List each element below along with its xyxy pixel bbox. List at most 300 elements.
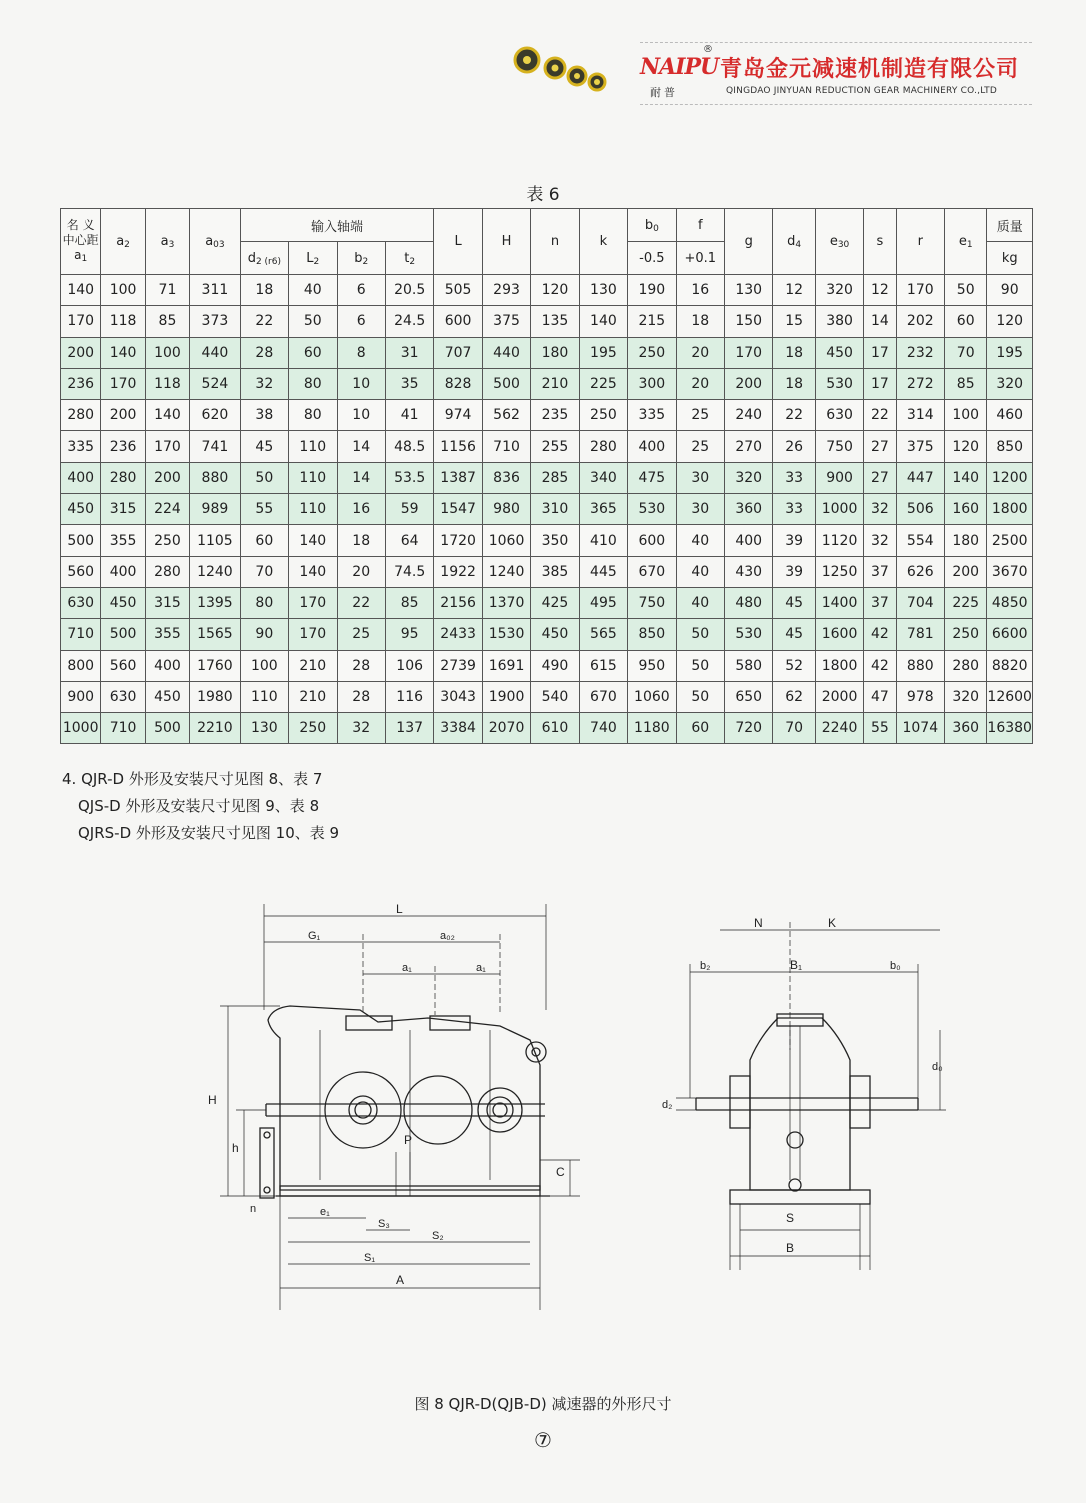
table-cell: 554 bbox=[896, 525, 944, 556]
table-row bbox=[61, 431, 1033, 462]
side-view bbox=[662, 916, 946, 1270]
table-cell: 235 bbox=[531, 400, 579, 431]
table-cell: 18 bbox=[773, 337, 815, 368]
dim-K: K bbox=[828, 916, 837, 930]
brand-cn: 耐普 bbox=[650, 86, 678, 99]
table-cell: 95 bbox=[385, 619, 433, 650]
table-cell: 225 bbox=[579, 368, 627, 399]
brand-logo: NAIPU bbox=[640, 54, 719, 80]
table-cell: 85 bbox=[385, 587, 433, 618]
table-cell: 50 bbox=[676, 619, 724, 650]
dim-B: B bbox=[786, 1241, 795, 1255]
table-cell: 33 bbox=[773, 462, 815, 493]
table-cell: 41 bbox=[385, 400, 433, 431]
table-cell: 50 bbox=[676, 681, 724, 712]
table-cell: 506 bbox=[896, 494, 944, 525]
col-group-input-shaft: 输入轴端 bbox=[240, 209, 434, 242]
table-cell: 8 bbox=[337, 337, 385, 368]
table-cell: 170 bbox=[289, 587, 337, 618]
table-cell: 710 bbox=[101, 713, 145, 744]
table-cell: 373 bbox=[190, 306, 240, 337]
table-cell: 1074 bbox=[896, 713, 944, 744]
table-cell: 600 bbox=[628, 525, 676, 556]
table-row bbox=[61, 713, 1033, 744]
table-cell: 22 bbox=[240, 306, 288, 337]
table-cell: 20 bbox=[676, 368, 724, 399]
table-cell: 400 bbox=[101, 556, 145, 587]
table-cell: 20 bbox=[337, 556, 385, 587]
table-cell: 210 bbox=[289, 650, 337, 681]
table-cell: 236 bbox=[61, 368, 101, 399]
table-row bbox=[61, 587, 1033, 618]
col-b0-tol: -0.5 bbox=[628, 242, 676, 275]
table-cell: 2433 bbox=[434, 619, 482, 650]
table-cell: 50 bbox=[240, 462, 288, 493]
table-cell: 40 bbox=[676, 556, 724, 587]
table-cell: 250 bbox=[145, 525, 189, 556]
table-cell: 200 bbox=[145, 462, 189, 493]
table-cell: 978 bbox=[896, 681, 944, 712]
table-cell: 2210 bbox=[190, 713, 240, 744]
table-cell: 40 bbox=[676, 525, 724, 556]
table-cell: 530 bbox=[815, 368, 863, 399]
dim-A: A bbox=[396, 1273, 405, 1287]
note-qjrs-d: QJRS-D 外形及安装尺寸见图 10、表 9 bbox=[78, 824, 340, 842]
table-cell: 200 bbox=[945, 556, 987, 587]
table-cell: 224 bbox=[145, 494, 189, 525]
table-cell: 170 bbox=[289, 619, 337, 650]
table-cell: 25 bbox=[676, 400, 724, 431]
table-cell: 140 bbox=[145, 400, 189, 431]
table-cell: 880 bbox=[190, 462, 240, 493]
table-cell: 1060 bbox=[482, 525, 530, 556]
table-row bbox=[61, 556, 1033, 587]
table-cell: 989 bbox=[190, 494, 240, 525]
table-cell: 1000 bbox=[815, 494, 863, 525]
table-cell: 17 bbox=[864, 368, 896, 399]
table-cell: 170 bbox=[61, 306, 101, 337]
dim-d0: d₀ bbox=[932, 1061, 943, 1073]
table-cell: 17 bbox=[864, 337, 896, 368]
col-mass-unit: kg bbox=[987, 242, 1033, 275]
table-cell: 55 bbox=[864, 713, 896, 744]
col-e1: e1 bbox=[945, 209, 987, 275]
table-cell: 170 bbox=[101, 368, 145, 399]
table-cell: 60 bbox=[676, 713, 724, 744]
table-cell: 630 bbox=[815, 400, 863, 431]
table-cell: 90 bbox=[987, 275, 1033, 306]
col-n: n bbox=[531, 209, 579, 275]
table-cell: 2739 bbox=[434, 650, 482, 681]
table-cell: 210 bbox=[531, 368, 579, 399]
table-cell: 445 bbox=[579, 556, 627, 587]
table-cell: 80 bbox=[289, 400, 337, 431]
table-cell: 425 bbox=[531, 587, 579, 618]
table-cell: 140 bbox=[61, 275, 101, 306]
table-cell: 39 bbox=[773, 525, 815, 556]
table-cell: 255 bbox=[531, 431, 579, 462]
table-cell: 1800 bbox=[987, 494, 1033, 525]
col-t2: t2 bbox=[385, 242, 433, 275]
table-cell: 280 bbox=[579, 431, 627, 462]
table-cell: 3670 bbox=[987, 556, 1033, 587]
table-cell: 140 bbox=[579, 306, 627, 337]
table-cell: 45 bbox=[773, 587, 815, 618]
table-cell: 450 bbox=[531, 619, 579, 650]
table-cell: 195 bbox=[579, 337, 627, 368]
table-cell: 160 bbox=[945, 494, 987, 525]
table-cell: 42 bbox=[864, 619, 896, 650]
table-cell: 3384 bbox=[434, 713, 482, 744]
note-qjs-d: QJS-D 外形及安装尺寸见图 9、表 8 bbox=[78, 797, 320, 815]
col-d2: d2 (r6) bbox=[240, 242, 288, 275]
table-cell: 1105 bbox=[190, 525, 240, 556]
table-row bbox=[61, 494, 1033, 525]
table-cell: 120 bbox=[987, 306, 1033, 337]
table-cell: 195 bbox=[987, 337, 1033, 368]
table-cell: 22 bbox=[337, 587, 385, 618]
table-cell: 28 bbox=[240, 337, 288, 368]
table-row bbox=[61, 525, 1033, 556]
table-cell: 47 bbox=[864, 681, 896, 712]
table-cell: 170 bbox=[145, 431, 189, 462]
table-cell: 670 bbox=[579, 681, 627, 712]
table-cell: 25 bbox=[337, 619, 385, 650]
dim-a1-right: a₁ bbox=[476, 962, 486, 974]
table-cell: 475 bbox=[628, 462, 676, 493]
table-cell: 85 bbox=[145, 306, 189, 337]
table-cell: 530 bbox=[725, 619, 773, 650]
dim-b2: b₂ bbox=[700, 960, 711, 972]
table-cell: 900 bbox=[815, 462, 863, 493]
table-cell: 380 bbox=[815, 306, 863, 337]
table-cell: 100 bbox=[945, 400, 987, 431]
table-cell: 781 bbox=[896, 619, 944, 650]
table-cell: 18 bbox=[676, 306, 724, 337]
table-cell: 1922 bbox=[434, 556, 482, 587]
table-cell: 430 bbox=[725, 556, 773, 587]
table-cell: 37 bbox=[864, 556, 896, 587]
table-cell: 26 bbox=[773, 431, 815, 462]
table-cell: 14 bbox=[337, 462, 385, 493]
table-cell: 505 bbox=[434, 275, 482, 306]
table-cell: 27 bbox=[864, 431, 896, 462]
col-e30: e30 bbox=[815, 209, 863, 275]
table-row bbox=[61, 275, 1033, 306]
table-cell: 850 bbox=[987, 431, 1033, 462]
table-cell: 225 bbox=[945, 587, 987, 618]
table-cell: 293 bbox=[482, 275, 530, 306]
table-cell: 670 bbox=[628, 556, 676, 587]
table-cell: 440 bbox=[190, 337, 240, 368]
table-cell: 150 bbox=[725, 306, 773, 337]
table-cell: 64 bbox=[385, 525, 433, 556]
table-cell: 974 bbox=[434, 400, 482, 431]
table-row bbox=[61, 650, 1033, 681]
table-cell: 18 bbox=[337, 525, 385, 556]
table-cell: 2240 bbox=[815, 713, 863, 744]
table-cell: 32 bbox=[337, 713, 385, 744]
table-cell: 10 bbox=[337, 368, 385, 399]
table-cell: 300 bbox=[628, 368, 676, 399]
table-title: 表 6 bbox=[526, 185, 560, 205]
table-cell: 410 bbox=[579, 525, 627, 556]
table-cell: 560 bbox=[61, 556, 101, 587]
table-cell: 400 bbox=[725, 525, 773, 556]
table-cell: 1600 bbox=[815, 619, 863, 650]
table-cell: 280 bbox=[945, 650, 987, 681]
table-cell: 900 bbox=[61, 681, 101, 712]
table-cell: 16 bbox=[676, 275, 724, 306]
table-cell: 950 bbox=[628, 650, 676, 681]
table-cell: 365 bbox=[579, 494, 627, 525]
dim-C: C bbox=[556, 1165, 565, 1179]
table-cell: 1900 bbox=[482, 681, 530, 712]
table-cell: 38 bbox=[240, 400, 288, 431]
table-cell: 32 bbox=[864, 494, 896, 525]
table-cell: 800 bbox=[61, 650, 101, 681]
table-cell: 16 bbox=[337, 494, 385, 525]
dim-n: n bbox=[250, 1203, 257, 1215]
table-cell: 320 bbox=[725, 462, 773, 493]
table-cell: 1760 bbox=[190, 650, 240, 681]
table-cell: 110 bbox=[240, 681, 288, 712]
dim-d2: d₂ bbox=[662, 1099, 673, 1111]
dim-N: N bbox=[754, 916, 763, 930]
table-cell: 215 bbox=[628, 306, 676, 337]
table-cell: 1000 bbox=[61, 713, 101, 744]
dim-h: h bbox=[232, 1141, 239, 1155]
header-divider-top bbox=[640, 42, 1032, 43]
table-cell: 71 bbox=[145, 275, 189, 306]
table-cell: 30 bbox=[676, 494, 724, 525]
table-cell: 500 bbox=[101, 619, 145, 650]
table-cell: 6 bbox=[337, 275, 385, 306]
table-cell: 355 bbox=[101, 525, 145, 556]
table-cell: 12 bbox=[773, 275, 815, 306]
table-cell: 480 bbox=[725, 587, 773, 618]
table-cell: 62 bbox=[773, 681, 815, 712]
table-cell: 620 bbox=[190, 400, 240, 431]
table-cell: 60 bbox=[289, 337, 337, 368]
table-cell: 80 bbox=[240, 587, 288, 618]
col-k: k bbox=[579, 209, 627, 275]
table-cell: 610 bbox=[531, 713, 579, 744]
col-g: g bbox=[725, 209, 773, 275]
table-cell: 85 bbox=[945, 368, 987, 399]
table-cell: 12600 bbox=[987, 681, 1033, 712]
table-cell: 200 bbox=[61, 337, 101, 368]
spec-table bbox=[60, 208, 1033, 744]
table-cell: 580 bbox=[725, 650, 773, 681]
table-cell: 40 bbox=[289, 275, 337, 306]
table-cell: 110 bbox=[289, 431, 337, 462]
table-cell: 704 bbox=[896, 587, 944, 618]
table-cell: 22 bbox=[773, 400, 815, 431]
nominal-line2: 中心距 bbox=[62, 233, 99, 247]
table-cell: 500 bbox=[61, 525, 101, 556]
table-cell: 130 bbox=[240, 713, 288, 744]
col-mass: 质量 bbox=[987, 209, 1033, 242]
table-cell: 740 bbox=[579, 713, 627, 744]
table-cell: 280 bbox=[145, 556, 189, 587]
table-cell: 1370 bbox=[482, 587, 530, 618]
table-cell: 1800 bbox=[815, 650, 863, 681]
table-cell: 1240 bbox=[190, 556, 240, 587]
table-cell: 650 bbox=[725, 681, 773, 712]
table-cell: 385 bbox=[531, 556, 579, 587]
table-cell: 140 bbox=[289, 525, 337, 556]
table-cell: 70 bbox=[240, 556, 288, 587]
table-cell: 110 bbox=[289, 494, 337, 525]
table-cell: 180 bbox=[945, 525, 987, 556]
dim-S1: S₁ bbox=[364, 1252, 376, 1264]
table-cell: 375 bbox=[896, 431, 944, 462]
table-cell: 1156 bbox=[434, 431, 482, 462]
notes bbox=[62, 766, 339, 847]
table-cell: 836 bbox=[482, 462, 530, 493]
dim-H: H bbox=[208, 1093, 217, 1107]
table-cell: 8820 bbox=[987, 650, 1033, 681]
company-name-cn: 青岛金元减速机制造有限公司 bbox=[720, 57, 1020, 82]
table-cell: 270 bbox=[725, 431, 773, 462]
table-cell: 39 bbox=[773, 556, 815, 587]
nominal-sub: 1 bbox=[81, 254, 88, 264]
col-f: f bbox=[676, 209, 724, 242]
table-cell: 6600 bbox=[987, 619, 1033, 650]
table-row bbox=[61, 619, 1033, 650]
dim-e1: e₁ bbox=[320, 1206, 330, 1218]
table-cell: 1691 bbox=[482, 650, 530, 681]
table-cell: 60 bbox=[240, 525, 288, 556]
table-cell: 350 bbox=[531, 525, 579, 556]
table-cell: 2500 bbox=[987, 525, 1033, 556]
table-cell: 28 bbox=[337, 681, 385, 712]
table-cell: 615 bbox=[579, 650, 627, 681]
table-cell: 285 bbox=[531, 462, 579, 493]
nominal-sym: a bbox=[74, 248, 82, 262]
table-cell: 710 bbox=[482, 431, 530, 462]
header-divider-bottom bbox=[640, 104, 1032, 105]
table-cell: 80 bbox=[289, 368, 337, 399]
figure-caption: 图 8 QJR-D(QJB-D) 减速器的外形尺寸 bbox=[414, 1395, 672, 1413]
table-cell: 60 bbox=[945, 306, 987, 337]
table-cell: 16380 bbox=[987, 713, 1033, 744]
table-cell: 12 bbox=[864, 275, 896, 306]
table-cell: 500 bbox=[145, 713, 189, 744]
table-cell: 50 bbox=[945, 275, 987, 306]
table-cell: 400 bbox=[145, 650, 189, 681]
col-d4: d4 bbox=[773, 209, 815, 275]
table-cell: 2070 bbox=[482, 713, 530, 744]
table-cell: 118 bbox=[101, 306, 145, 337]
table-cell: 50 bbox=[676, 650, 724, 681]
table-cell: 1530 bbox=[482, 619, 530, 650]
table-cell: 828 bbox=[434, 368, 482, 399]
table-cell: 1180 bbox=[628, 713, 676, 744]
table-row bbox=[61, 400, 1033, 431]
dim-S2: S₂ bbox=[432, 1230, 444, 1242]
table-cell: 524 bbox=[190, 368, 240, 399]
table-cell: 1240 bbox=[482, 556, 530, 587]
table-cell: 495 bbox=[579, 587, 627, 618]
table-cell: 250 bbox=[579, 400, 627, 431]
table-cell: 250 bbox=[289, 713, 337, 744]
front-view bbox=[208, 902, 580, 1310]
table-cell: 232 bbox=[896, 337, 944, 368]
dim-P: P bbox=[404, 1133, 413, 1147]
dim-a02: a₀₂ bbox=[440, 930, 455, 942]
table-cell: 2000 bbox=[815, 681, 863, 712]
table-cell: 750 bbox=[628, 587, 676, 618]
table-cell: 18 bbox=[773, 368, 815, 399]
table-cell: 100 bbox=[101, 275, 145, 306]
table-cell: 22 bbox=[864, 400, 896, 431]
table-cell: 42 bbox=[864, 650, 896, 681]
table-cell: 100 bbox=[145, 337, 189, 368]
table-cell: 50 bbox=[289, 306, 337, 337]
table-cell: 720 bbox=[725, 713, 773, 744]
table-cell: 1200 bbox=[987, 462, 1033, 493]
table-cell: 450 bbox=[101, 587, 145, 618]
table-cell: 110 bbox=[289, 462, 337, 493]
table-cell: 490 bbox=[531, 650, 579, 681]
table-cell: 70 bbox=[945, 337, 987, 368]
dim-S3: S₃ bbox=[378, 1218, 390, 1230]
table-cell: 1980 bbox=[190, 681, 240, 712]
col-a3: a3 bbox=[145, 209, 189, 275]
table-cell: 130 bbox=[725, 275, 773, 306]
table-cell: 140 bbox=[945, 462, 987, 493]
page-header bbox=[0, 0, 1086, 120]
table-cell: 45 bbox=[773, 619, 815, 650]
table-cell: 20 bbox=[676, 337, 724, 368]
table-cell: 400 bbox=[61, 462, 101, 493]
table-cell: 90 bbox=[240, 619, 288, 650]
table-cell: 314 bbox=[896, 400, 944, 431]
table-cell: 1250 bbox=[815, 556, 863, 587]
table-row bbox=[61, 337, 1033, 368]
table-cell: 240 bbox=[725, 400, 773, 431]
table-cell: 1400 bbox=[815, 587, 863, 618]
table-cell: 1387 bbox=[434, 462, 482, 493]
table-cell: 135 bbox=[531, 306, 579, 337]
col-b2: b2 bbox=[337, 242, 385, 275]
table-cell: 14 bbox=[864, 306, 896, 337]
table-cell: 310 bbox=[531, 494, 579, 525]
table-cell: 626 bbox=[896, 556, 944, 587]
table-cell: 3043 bbox=[434, 681, 482, 712]
table-cell: 6 bbox=[337, 306, 385, 337]
dim-a1-left: a₁ bbox=[402, 962, 412, 974]
table-cell: 630 bbox=[61, 587, 101, 618]
table-cell: 10 bbox=[337, 400, 385, 431]
dim-G1: G₁ bbox=[308, 930, 321, 942]
table-cell: 140 bbox=[289, 556, 337, 587]
table-cell: 200 bbox=[101, 400, 145, 431]
table-cell: 27 bbox=[864, 462, 896, 493]
col-a03: a03 bbox=[190, 209, 240, 275]
table-cell: 630 bbox=[101, 681, 145, 712]
table-cell: 600 bbox=[434, 306, 482, 337]
table-cell: 48.5 bbox=[385, 431, 433, 462]
table-cell: 320 bbox=[945, 681, 987, 712]
note-qjr-d: 4. QJR-D 外形及安装尺寸见图 8、表 7 bbox=[62, 770, 323, 788]
table-cell: 280 bbox=[101, 462, 145, 493]
table-cell: 190 bbox=[628, 275, 676, 306]
table-cell: 335 bbox=[61, 431, 101, 462]
table-cell: 565 bbox=[579, 619, 627, 650]
